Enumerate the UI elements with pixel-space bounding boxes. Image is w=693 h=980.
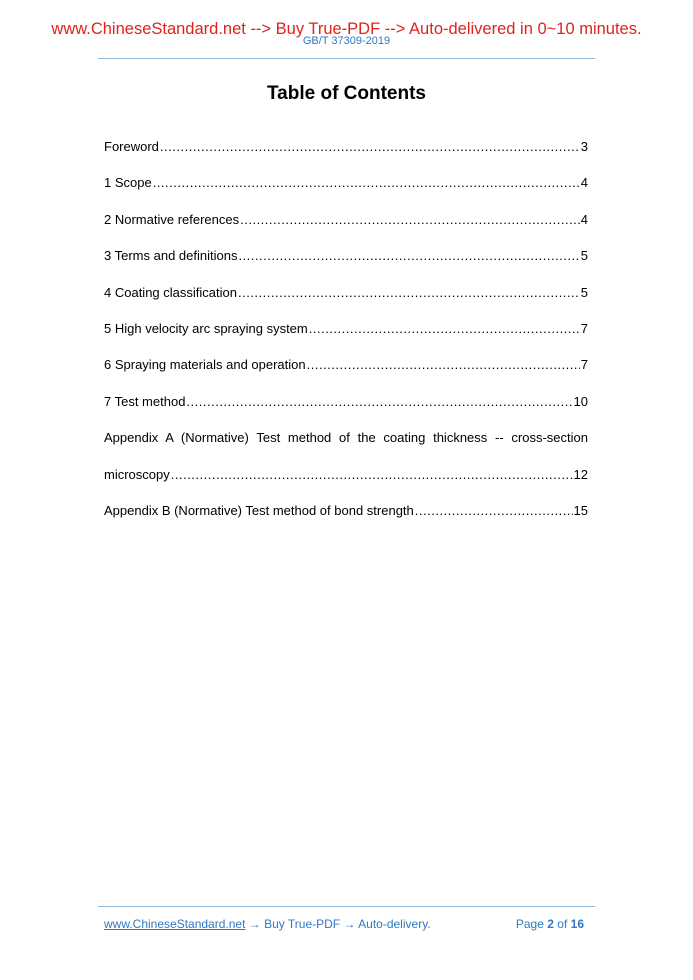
toc-entry-page: 7 [580,357,588,373]
toc-leader-dots [186,392,572,412]
toc-entry-page: 5 [580,248,588,264]
toc-entry-label: Foreword [104,139,159,154]
toc-entry-normative-references[interactable] [104,210,588,246]
toc-entry-label: 5 High velocity arc spraying system [104,320,308,336]
arrow-right-icon: → [343,917,356,931]
footer-divider [98,906,595,907]
toc-leader-dots [171,465,573,485]
page-current: 2 [547,917,554,931]
toc-leader-dots [309,319,580,339]
toc-entry-page: 4 [580,175,588,191]
toc-leader-dots [238,246,579,266]
toc-list [104,137,588,537]
standard-code: GB/T 37309-2019 [302,35,391,47]
toc-entry-arc-spraying-system[interactable] [104,319,588,355]
toc-entry-appendix-b[interactable] [104,501,588,537]
toc-entry-label: 3 Terms and definitions [104,248,238,264]
toc-leader-dots [160,137,580,157]
toc-entry-page: 10 [573,393,588,409]
toc-entry-label: 6 Spraying materials and operation [104,357,306,373]
arrow-right-icon: → [248,917,261,931]
toc-leader-dots [153,173,580,193]
toc-entry-page: 5 [580,284,588,300]
footer-site-link[interactable]: www.ChineseStandard.net [104,917,246,931]
toc-entry-label: 7 Test method [104,393,186,409]
toc-entry-label: 4 Coating classification [104,284,237,300]
toc-entry-spraying-materials[interactable] [104,355,588,391]
toc-entry-coating-classification[interactable] [104,283,588,319]
footer-buy-text: Buy True-PDF [264,917,341,931]
toc-entry-label: 2 Normative references [104,211,240,227]
toc-entry-page: 12 [573,466,588,482]
page-label: Page [515,917,544,931]
toc-entry-appendix-a-line1[interactable]: Appendix A (Normative) Test method of the coating thickness -- cross-section [104,430,588,446]
toc-entry-label: Appendix B (Normative) Test method of bond strength [104,502,414,518]
footer-promo [104,917,431,931]
toc-leader-dots [240,210,580,230]
toc-entry-foreword[interactable] [104,137,588,173]
toc-entry-label: 1 Scope [104,175,152,191]
toc-entry-label: microscopy [104,466,170,482]
toc-entry-page: 3 [580,139,588,154]
toc-entry-test-method[interactable] [104,392,588,428]
toc-entry-page: 7 [580,320,588,336]
toc-entry-page: 4 [580,211,588,227]
page-indicator [516,917,584,931]
page-total: 16 [570,917,584,931]
footer-delivery-text: Auto-delivery. [358,917,431,931]
toc-entry-page: 15 [573,502,588,518]
promo-banner[interactable]: www.ChineseStandard.net --> Buy True-PDF --> Auto-delivered in 0~10 minutes. [51,20,642,38]
page-of: of [557,917,568,931]
toc-title: Table of Contents [266,83,427,104]
toc-entry-appendix-a[interactable] [104,465,588,501]
toc-entry-terms-definitions[interactable] [104,246,588,282]
toc-leader-dots [415,501,573,521]
toc-leader-dots [238,283,580,303]
toc-leader-dots [307,355,580,375]
header-divider [98,58,595,59]
toc-entry-scope[interactable] [104,173,588,209]
